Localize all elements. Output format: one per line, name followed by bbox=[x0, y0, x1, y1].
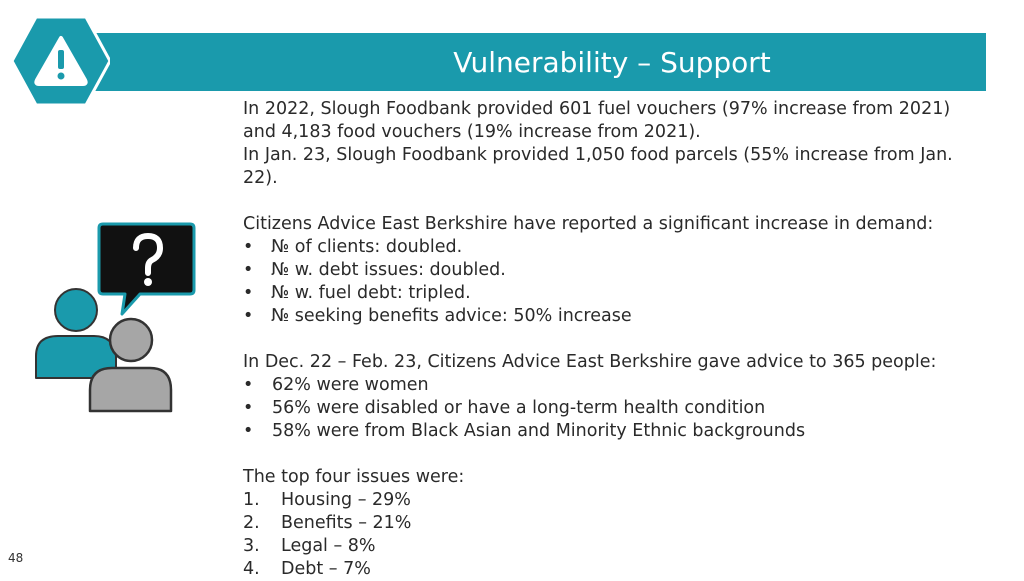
page-number: 48 bbox=[8, 551, 24, 565]
demand-item: • № w. debt issues: doubled. bbox=[243, 260, 506, 280]
advice-item: • 62% were women bbox=[243, 375, 429, 395]
body-text bbox=[243, 98, 983, 581]
intro-line: In Jan. 23, Slough Foodbank provided 1,050 food parcels (55% increase from Jan. bbox=[243, 145, 953, 165]
warning-icon bbox=[12, 17, 110, 105]
advice-heading: In Dec. 22 – Feb. 23, Citizens Advice East Berkshire gave advice to 365 people: bbox=[243, 352, 937, 372]
issue-item: 4. Debt – 7% bbox=[243, 559, 371, 579]
person-blue-icon bbox=[36, 289, 116, 378]
title-bar bbox=[78, 33, 986, 91]
advice-item: • 58% were from Black Asian and Minority Ethnic backgrounds bbox=[243, 421, 806, 441]
page-title: Vulnerability – Support bbox=[453, 46, 771, 79]
intro-line: 22). bbox=[243, 168, 278, 188]
demand-item: • № seeking benefits advice: 50% increase bbox=[243, 306, 632, 326]
demand-item: • № w. fuel debt: tripled. bbox=[243, 283, 471, 303]
speech-bubble-icon bbox=[99, 224, 194, 314]
demand-heading: Citizens Advice East Berkshire have reported a significant increase in demand: bbox=[243, 214, 934, 234]
intro-line: In 2022, Slough Foodbank provided 601 fuel vouchers (97% increase from 2021) bbox=[243, 99, 951, 119]
intro-line: and 4,183 food vouchers (19% increase from 2021). bbox=[243, 122, 701, 142]
issue-item: 1. Housing – 29% bbox=[243, 490, 411, 510]
issue-item: 3. Legal – 8% bbox=[243, 536, 376, 556]
advice-item: • 56% were disabled or have a long-term health condition bbox=[243, 398, 766, 418]
issues-heading: The top four issues were: bbox=[243, 467, 465, 487]
people-question-icon bbox=[30, 218, 200, 418]
demand-item: • № of clients: doubled. bbox=[243, 237, 463, 257]
issue-item: 2. Benefits – 21% bbox=[243, 513, 412, 533]
